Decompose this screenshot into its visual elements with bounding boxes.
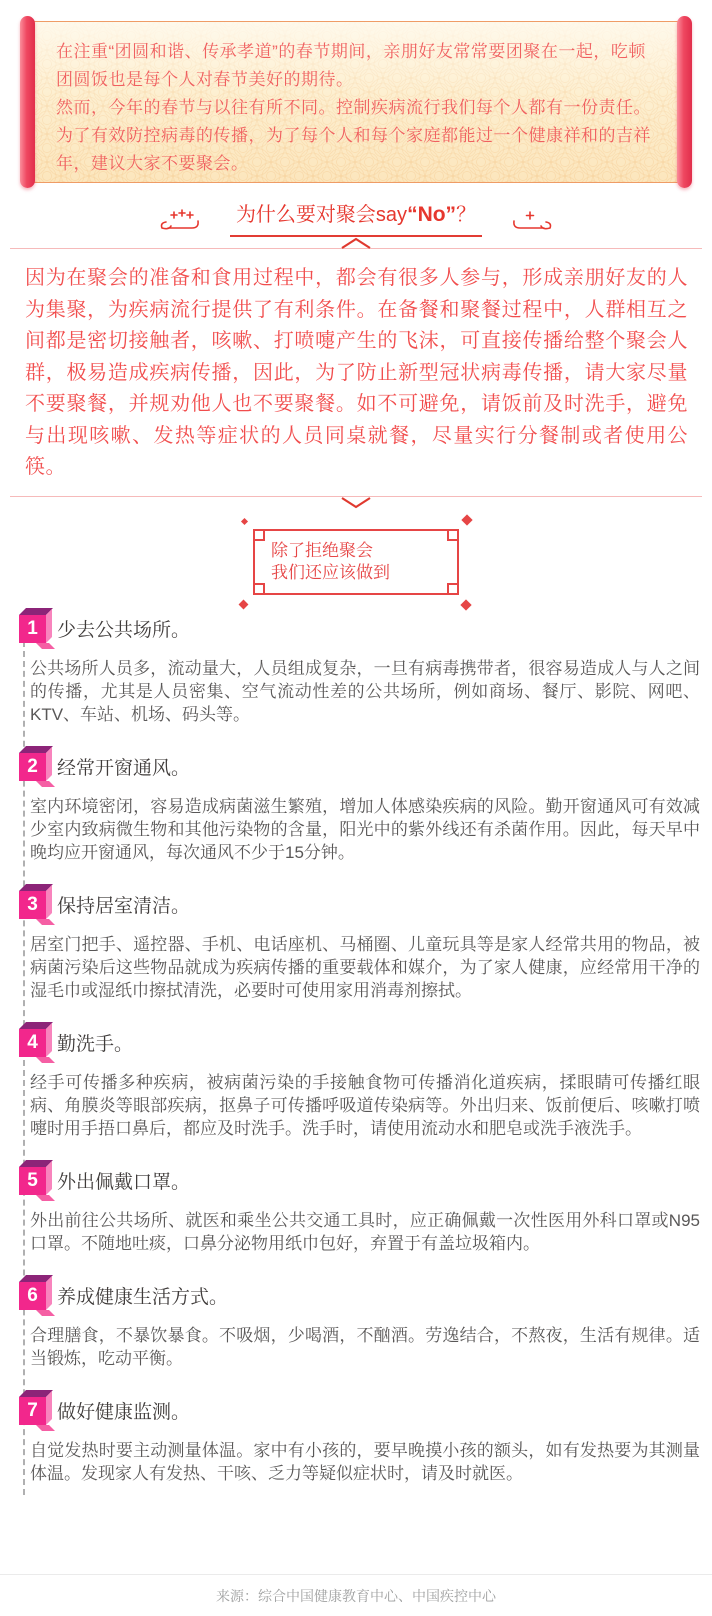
intro-banner-panel (32, 21, 680, 183)
item-number: 3 (27, 893, 38, 915)
corner-ornament-icon (253, 583, 265, 595)
list-item (27, 1029, 700, 1140)
divider-bottom (10, 491, 702, 503)
corner-ornament-icon (253, 529, 265, 541)
item-body: 自觉发热时要主动测量体温。家中有小孩的，要早晚摸小孩的额头，如有发热要为其测量体温。发现家人有发热、干咳、乏力等疑似症状时，请及时就医。 (30, 1440, 700, 1483)
why-paragraph: 因为在聚会的准备和食用过程中，都会有很多人参与，形成亲朋好友的人为集聚，为疾病流行提供了有利条件。在备餐和聚餐过程中，人群相互之间都是密切接触者，咳嗽、打喷嚏产生的飞沫，可直接传播给整个聚会人群，极易造成疾病传播，因此，为了防止新型冠状病毒传播，请大家尽量不要聚餐，并规劝他人也不要聚餐。如不可避免，请饭前及时洗手，避免与出现咳嗽、发热等症状的人员同桌就餐，尽量实行分餐制或者使用公筷。 (25, 267, 688, 478)
item-title: 外出佩戴口罩。 (57, 1172, 191, 1193)
item-number: 1 (27, 617, 38, 639)
sparkle-icon (460, 599, 471, 610)
item-body: 合理膳食，不暴饮暴食。不吸烟，少喝酒，不酗酒。劳逸结合，不熬夜，生活有规律。适当锻炼，吃动平衡。 (30, 1325, 700, 1368)
item-number: 2 (27, 755, 38, 777)
cloud-ornament-left-icon (158, 207, 204, 233)
footer (0, 1574, 712, 1606)
sparkle-icon (241, 517, 248, 524)
item-title: 勤洗手。 (57, 1034, 134, 1055)
footer-source: 来源：综合中国健康教育中心、中国疾控中心 (216, 1588, 496, 1604)
item-body: 公共场所人员多，流动量大，人员组成复杂，一旦有病毒携带者，很容易造成人与人之间的传播，尤其是人员密集、空气流动性差的公共场所，例如商场、餐厅、影院、网吧、KTV、车站、机场、码头等。 (30, 658, 700, 724)
intro-paragraph-2: 然而，今年的春节与以往有所不同。控制疾病流行我们每个人都有一份责任。为了有效防控病毒的传播，为了每个人和每个家庭都能过一个健康祥和的吉祥年，建议大家不要聚会。 (56, 98, 651, 173)
list-item (27, 753, 700, 864)
sparkle-icon (461, 514, 472, 525)
item-head (19, 1167, 700, 1195)
item-number-badge (19, 1029, 46, 1057)
why-title-no: “No” (407, 203, 457, 226)
item-head (19, 891, 700, 919)
item-head (19, 1282, 700, 1310)
intro-paragraph-1: 在注重“团圆和谐、传承孝道”的春节期间，亲朋好友常常要团聚在一起，吃顿团圆饭也是每个人对春节美好的期待。 (56, 42, 646, 89)
list-item (27, 1167, 700, 1255)
why-title-row (0, 202, 712, 237)
item-number: 4 (27, 1031, 38, 1053)
item-number: 6 (27, 1284, 38, 1306)
corner-ornament-icon (447, 529, 459, 541)
chevron-down-icon (340, 497, 372, 509)
item-head (19, 1029, 700, 1057)
callout-line-1: 除了拒绝聚会 (271, 540, 373, 560)
cloud-ornament-right-icon (508, 207, 554, 233)
advice-list (0, 615, 712, 1485)
item-body: 居室门把手、遥控器、手机、电话座机、马桶圈、儿童玩具等是家人经常共用的物品，被病菌污染后这些物品就成为疾病传播的重要载体和媒介，为了家人健康，应经常用干净的湿毛巾或湿纸巾擦拭清洗，必要时可使用家用消毒剂擦拭。 (30, 934, 700, 1000)
item-title: 少去公共场所。 (57, 620, 191, 641)
item-title: 养成健康生活方式。 (57, 1287, 229, 1308)
list-item (27, 615, 700, 726)
corner-ornament-icon (447, 583, 459, 595)
intro-banner-text (33, 22, 679, 178)
divider-top (10, 243, 702, 255)
item-number: 7 (27, 1399, 38, 1421)
item-body: 室内环境密闭，容易造成病菌滋生繁殖，增加人体感染疾病的风险。勤开窗通风可有效减少室内致病微生物和其他污染物的含量，阳光中的紫外线还有杀菌作用。因此，每天早中晚均应开窗通风，每次通风不少于15分钟。 (30, 796, 700, 862)
item-number: 5 (27, 1169, 38, 1191)
item-body: 经手可传播多种疾病，被病菌污染的手接触食物可传播消化道疾病，揉眼睛可传播红眼病、角膜炎等眼部疾病，抠鼻子可传播呼吸道传染病等。外出归来、饭前便后、咳嗽打喷嚏时用手捂口鼻后，都应及时洗手。洗手时，请使用流动水和肥皂或洗手液洗手。 (30, 1072, 700, 1138)
why-title (230, 202, 482, 237)
sparkle-icon (239, 599, 249, 609)
item-number-badge (19, 615, 46, 643)
why-title-suffix: ？ (456, 204, 477, 226)
why-title-prefix: 为什么要对聚会say (235, 204, 408, 226)
list-item (27, 891, 700, 1002)
callout-box (253, 529, 459, 595)
item-title: 保持居室清洁。 (57, 896, 191, 917)
item-title: 经常开窗通风。 (57, 758, 191, 779)
callout-line-2: 我们还应该做到 (271, 562, 390, 582)
item-head (19, 615, 700, 643)
scroll-right-bar (677, 16, 692, 188)
scroll-left-bar (20, 16, 35, 188)
list-item (27, 1397, 700, 1485)
list-item (27, 1282, 700, 1370)
intro-banner (20, 16, 692, 188)
item-head (19, 1397, 700, 1425)
chevron-up-icon (340, 237, 372, 249)
item-body: 外出前往公共场所、就医和乘坐公共交通工具时，应正确佩戴一次性医用外科口罩或N95口罩。不随地吐痰，口鼻分泌物用纸巾包好，弃置于有盖垃圾箱内。 (30, 1210, 700, 1253)
item-head (19, 753, 700, 781)
item-number-badge (19, 1397, 46, 1425)
item-number-badge (19, 1167, 46, 1195)
item-number-badge (19, 891, 46, 919)
item-number-badge (19, 753, 46, 781)
item-number-badge (19, 1282, 46, 1310)
item-title: 做好健康监测。 (57, 1402, 191, 1423)
